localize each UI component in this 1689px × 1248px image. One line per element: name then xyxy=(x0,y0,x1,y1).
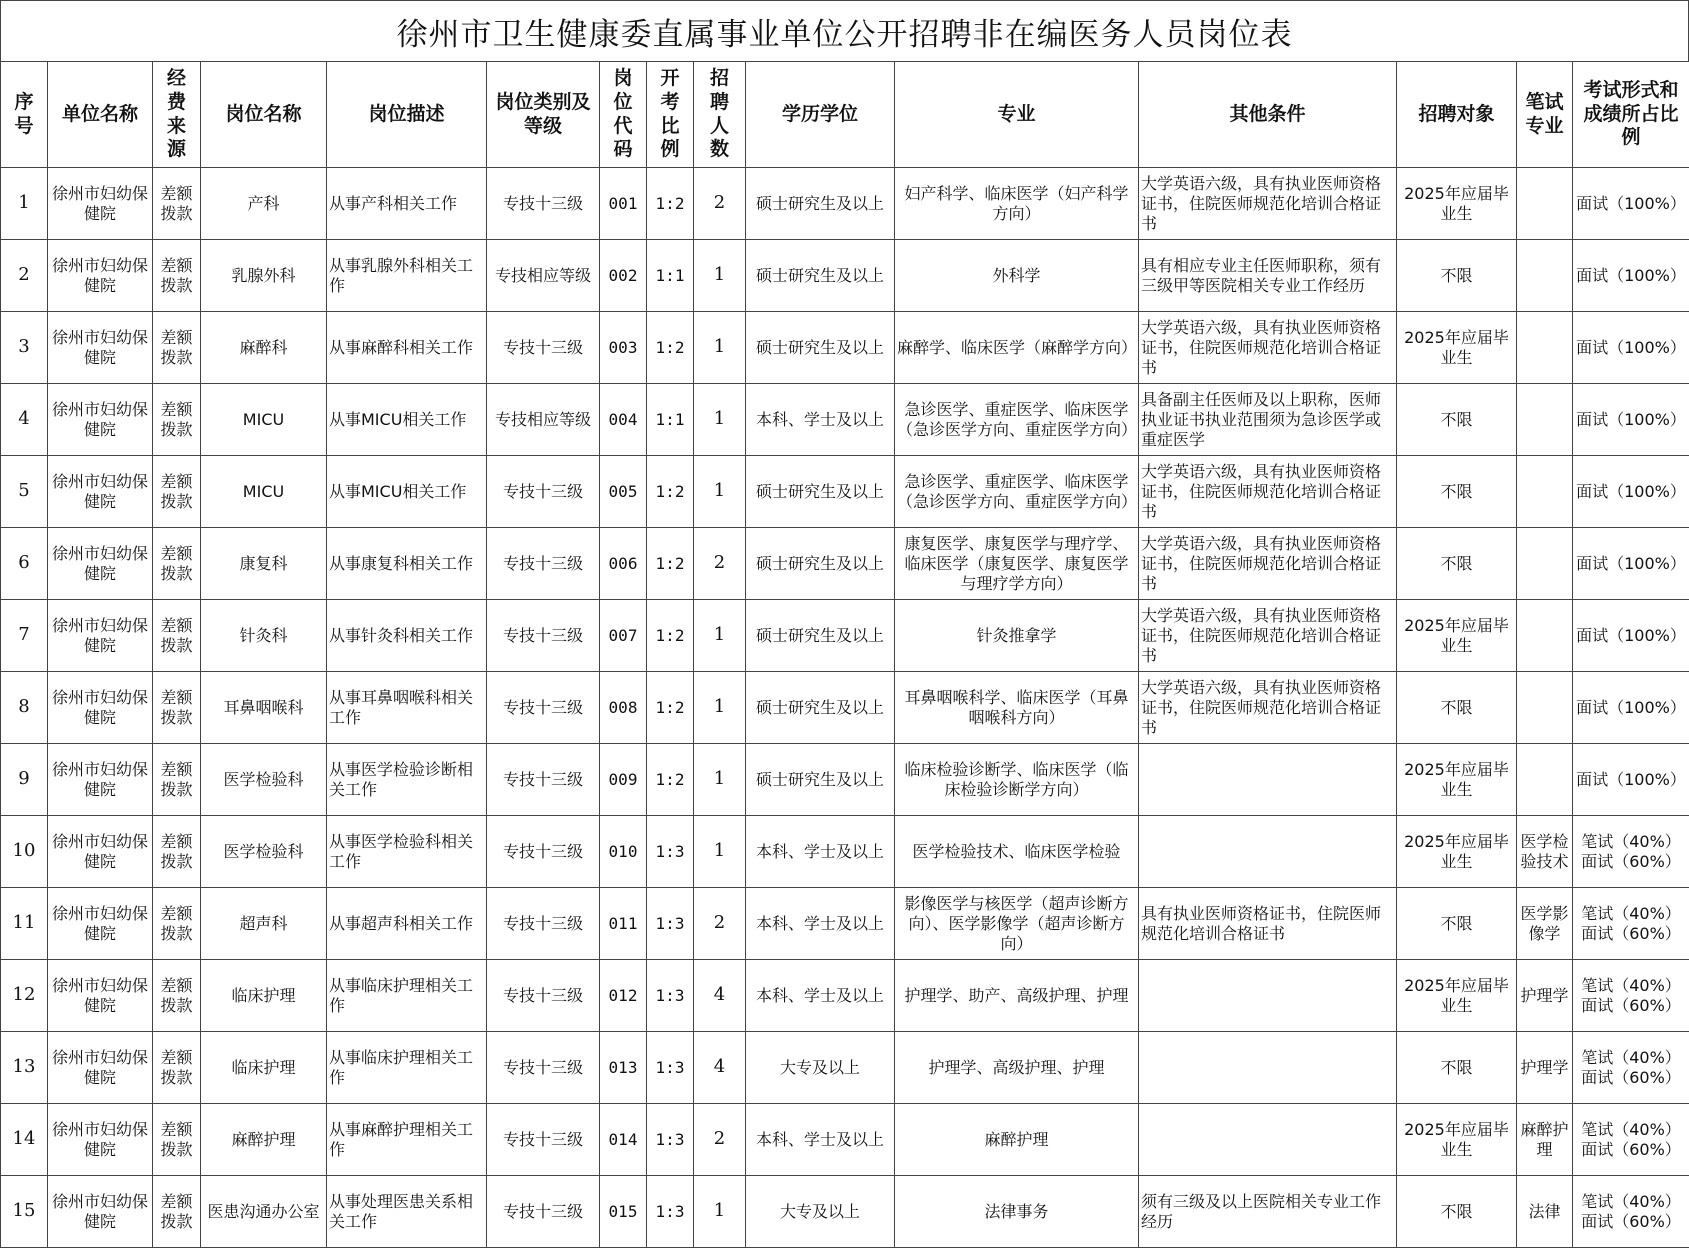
cell-ratio: 1:2 xyxy=(647,456,694,528)
cell-other: 大学英语六级，具有执业医师资格证书，住院医师规范化培训合格证书 xyxy=(1139,672,1397,744)
cell-exam: 面试（100%） xyxy=(1573,384,1689,456)
header-other: 其他条件 xyxy=(1139,62,1397,168)
cell-written-major: 护理学 xyxy=(1517,960,1573,1032)
cell-funding: 差额拨款 xyxy=(153,1104,201,1176)
cell-written-major: 护理学 xyxy=(1517,1032,1573,1104)
cell-major: 影像医学与核医学（超声诊断方向）、医学影像学（超声诊断方向） xyxy=(895,888,1139,960)
cell-post-name: 乳腺外科 xyxy=(201,240,327,312)
cell-post-name: 医学检验科 xyxy=(201,816,327,888)
cell-post-code: 002 xyxy=(600,240,647,312)
cell-unit: 徐州市妇幼保健院 xyxy=(48,744,153,816)
cell-target: 不限 xyxy=(1397,456,1517,528)
header-exam: 考试形式和成绩所占比例 xyxy=(1573,62,1689,168)
cell-education: 硕士研究生及以上 xyxy=(746,168,895,240)
table-row xyxy=(1,168,1689,240)
cell-post-desc: 从事临床护理相关工作 xyxy=(327,1032,487,1104)
cell-post-category: 专技十三级 xyxy=(487,456,600,528)
cell-count: 1 xyxy=(694,744,746,816)
cell-post-name: 产科 xyxy=(201,168,327,240)
cell-count: 1 xyxy=(694,240,746,312)
cell-written-major xyxy=(1517,600,1573,672)
header-post-code: 岗位代码 xyxy=(600,62,647,168)
table-row xyxy=(1,888,1689,960)
cell-target: 2025年应届毕业生 xyxy=(1397,1104,1517,1176)
cell-post-category: 专技十三级 xyxy=(487,672,600,744)
cell-seq: 6 xyxy=(1,528,48,600)
header-seq: 序号 xyxy=(1,62,48,168)
cell-unit: 徐州市妇幼保健院 xyxy=(48,960,153,1032)
table-row xyxy=(1,672,1689,744)
cell-ratio: 1:2 xyxy=(647,528,694,600)
cell-exam: 面试（100%） xyxy=(1573,744,1689,816)
cell-major: 麻醉护理 xyxy=(895,1104,1139,1176)
cell-other: 须有三级及以上医院相关专业工作经历 xyxy=(1139,1176,1397,1248)
cell-count: 2 xyxy=(694,528,746,600)
cell-post-desc: 从事产科相关工作 xyxy=(327,168,487,240)
cell-ratio: 1:3 xyxy=(647,1176,694,1248)
cell-major: 外科学 xyxy=(895,240,1139,312)
cell-unit: 徐州市妇幼保健院 xyxy=(48,1032,153,1104)
cell-other xyxy=(1139,1104,1397,1176)
cell-post-code: 011 xyxy=(600,888,647,960)
cell-other: 具备副主任医师及以上职称，医师执业证书执业范围须为急诊医学或重症医学 xyxy=(1139,384,1397,456)
cell-major: 急诊医学、重症医学、临床医学（急诊医学方向、重症医学方向） xyxy=(895,456,1139,528)
cell-post-code: 001 xyxy=(600,168,647,240)
cell-funding: 差额拨款 xyxy=(153,600,201,672)
cell-ratio: 1:2 xyxy=(647,600,694,672)
cell-unit: 徐州市妇幼保健院 xyxy=(48,1176,153,1248)
cell-count: 1 xyxy=(694,816,746,888)
cell-post-desc: 从事临床护理相关工作 xyxy=(327,960,487,1032)
cell-major: 医学检验技术、临床医学检验 xyxy=(895,816,1139,888)
table-row xyxy=(1,600,1689,672)
cell-other xyxy=(1139,816,1397,888)
cell-written-major: 法律 xyxy=(1517,1176,1573,1248)
cell-major: 妇产科学、临床医学（妇产科学方向） xyxy=(895,168,1139,240)
cell-ratio: 1:2 xyxy=(647,744,694,816)
cell-written-major xyxy=(1517,672,1573,744)
cell-seq: 4 xyxy=(1,384,48,456)
table-row xyxy=(1,240,1689,312)
cell-other xyxy=(1139,1032,1397,1104)
cell-post-code: 007 xyxy=(600,600,647,672)
header-post-name: 岗位名称 xyxy=(201,62,327,168)
header-target: 招聘对象 xyxy=(1397,62,1517,168)
cell-unit: 徐州市妇幼保健院 xyxy=(48,456,153,528)
cell-unit: 徐州市妇幼保健院 xyxy=(48,384,153,456)
cell-post-code: 013 xyxy=(600,1032,647,1104)
cell-post-desc: 从事麻醉护理相关工作 xyxy=(327,1104,487,1176)
cell-post-category: 专技十三级 xyxy=(487,312,600,384)
cell-funding: 差额拨款 xyxy=(153,888,201,960)
cell-post-code: 014 xyxy=(600,1104,647,1176)
header-unit: 单位名称 xyxy=(48,62,153,168)
table-row xyxy=(1,456,1689,528)
table-header-row xyxy=(1,62,1689,168)
cell-major: 针灸推拿学 xyxy=(895,600,1139,672)
cell-target: 不限 xyxy=(1397,888,1517,960)
cell-post-code: 005 xyxy=(600,456,647,528)
cell-exam: 面试（100%） xyxy=(1573,600,1689,672)
cell-exam: 面试（100%） xyxy=(1573,312,1689,384)
cell-exam: 面试（100%） xyxy=(1573,528,1689,600)
cell-other: 大学英语六级，具有执业医师资格证书，住院医师规范化培训合格证书 xyxy=(1139,168,1397,240)
cell-major: 法律事务 xyxy=(895,1176,1139,1248)
cell-post-desc: 从事医学检验科相关工作 xyxy=(327,816,487,888)
cell-post-name: MICU xyxy=(201,456,327,528)
cell-post-desc: 从事康复科相关工作 xyxy=(327,528,487,600)
cell-seq: 11 xyxy=(1,888,48,960)
cell-major: 护理学、高级护理、护理 xyxy=(895,1032,1139,1104)
cell-exam: 笔试（40%）面试（60%） xyxy=(1573,960,1689,1032)
cell-count: 2 xyxy=(694,1104,746,1176)
cell-target: 2025年应届毕业生 xyxy=(1397,312,1517,384)
cell-funding: 差额拨款 xyxy=(153,528,201,600)
cell-post-desc: 从事超声科相关工作 xyxy=(327,888,487,960)
cell-ratio: 1:3 xyxy=(647,1032,694,1104)
cell-count: 2 xyxy=(694,888,746,960)
cell-post-desc: 从事医学检验诊断相关工作 xyxy=(327,744,487,816)
cell-target: 2025年应届毕业生 xyxy=(1397,600,1517,672)
cell-seq: 1 xyxy=(1,168,48,240)
cell-ratio: 1:3 xyxy=(647,888,694,960)
cell-education: 硕士研究生及以上 xyxy=(746,240,895,312)
cell-other: 大学英语六级，具有执业医师资格证书，住院医师规范化培训合格证书 xyxy=(1139,456,1397,528)
cell-post-category: 专技十三级 xyxy=(487,1176,600,1248)
cell-written-major xyxy=(1517,240,1573,312)
cell-post-name: 麻醉科 xyxy=(201,312,327,384)
cell-major: 临床检验诊断学、临床医学（临床检验诊断学方向） xyxy=(895,744,1139,816)
cell-other xyxy=(1139,960,1397,1032)
cell-exam: 笔试（40%）面试（60%） xyxy=(1573,888,1689,960)
cell-funding: 差额拨款 xyxy=(153,744,201,816)
cell-exam: 笔试（40%）面试（60%） xyxy=(1573,816,1689,888)
cell-exam: 面试（100%） xyxy=(1573,456,1689,528)
cell-unit: 徐州市妇幼保健院 xyxy=(48,600,153,672)
cell-unit: 徐州市妇幼保健院 xyxy=(48,240,153,312)
cell-post-name: MICU xyxy=(201,384,327,456)
job-positions-table xyxy=(0,61,1689,1248)
cell-funding: 差额拨款 xyxy=(153,816,201,888)
cell-major: 康复医学、康复医学与理疗学、临床医学（康复医学、康复医学与理疗学方向） xyxy=(895,528,1139,600)
cell-post-category: 专技十三级 xyxy=(487,528,600,600)
cell-count: 1 xyxy=(694,1176,746,1248)
cell-unit: 徐州市妇幼保健院 xyxy=(48,1104,153,1176)
cell-post-name: 医患沟通办公室 xyxy=(201,1176,327,1248)
header-post-category: 岗位类别及等级 xyxy=(487,62,600,168)
cell-post-category: 专技十三级 xyxy=(487,960,600,1032)
cell-education: 硕士研究生及以上 xyxy=(746,744,895,816)
cell-post-desc: 从事针灸科相关工作 xyxy=(327,600,487,672)
cell-seq: 2 xyxy=(1,240,48,312)
cell-post-category: 专技十三级 xyxy=(487,888,600,960)
cell-funding: 差额拨款 xyxy=(153,672,201,744)
cell-post-name: 麻醉护理 xyxy=(201,1104,327,1176)
cell-other: 具有相应专业主任医师职称，须有三级甲等医院相关专业工作经历 xyxy=(1139,240,1397,312)
cell-count: 4 xyxy=(694,1032,746,1104)
cell-funding: 差额拨款 xyxy=(153,168,201,240)
cell-unit: 徐州市妇幼保健院 xyxy=(48,528,153,600)
cell-ratio: 1:3 xyxy=(647,816,694,888)
cell-post-code: 009 xyxy=(600,744,647,816)
cell-post-desc: 从事耳鼻咽喉科相关工作 xyxy=(327,672,487,744)
cell-target: 不限 xyxy=(1397,1032,1517,1104)
cell-seq: 10 xyxy=(1,816,48,888)
cell-unit: 徐州市妇幼保健院 xyxy=(48,168,153,240)
cell-seq: 13 xyxy=(1,1032,48,1104)
table-row xyxy=(1,816,1689,888)
cell-count: 2 xyxy=(694,168,746,240)
cell-post-code: 006 xyxy=(600,528,647,600)
cell-major: 护理学、助产、高级护理、护理 xyxy=(895,960,1139,1032)
cell-post-category: 专技十三级 xyxy=(487,1032,600,1104)
cell-education: 硕士研究生及以上 xyxy=(746,312,895,384)
table-body xyxy=(1,168,1689,1248)
cell-seq: 3 xyxy=(1,312,48,384)
cell-target: 不限 xyxy=(1397,384,1517,456)
cell-unit: 徐州市妇幼保健院 xyxy=(48,888,153,960)
header-ratio: 开考比例 xyxy=(647,62,694,168)
cell-ratio: 1:2 xyxy=(647,168,694,240)
cell-post-category: 专技十三级 xyxy=(487,600,600,672)
cell-post-name: 临床护理 xyxy=(201,1032,327,1104)
cell-post-category: 专技相应等级 xyxy=(487,384,600,456)
cell-exam: 笔试（40%）面试（60%） xyxy=(1573,1176,1689,1248)
cell-unit: 徐州市妇幼保健院 xyxy=(48,672,153,744)
cell-education: 硕士研究生及以上 xyxy=(746,672,895,744)
cell-ratio: 1:3 xyxy=(647,960,694,1032)
cell-post-code: 004 xyxy=(600,384,647,456)
cell-post-category: 专技相应等级 xyxy=(487,240,600,312)
cell-target: 不限 xyxy=(1397,528,1517,600)
table-row xyxy=(1,1032,1689,1104)
cell-seq: 12 xyxy=(1,960,48,1032)
cell-post-name: 超声科 xyxy=(201,888,327,960)
cell-education: 本科、学士及以上 xyxy=(746,888,895,960)
cell-other: 大学英语六级，具有执业医师资格证书，住院医师规范化培训合格证书 xyxy=(1139,528,1397,600)
cell-post-name: 临床护理 xyxy=(201,960,327,1032)
cell-ratio: 1:1 xyxy=(647,240,694,312)
cell-education: 本科、学士及以上 xyxy=(746,960,895,1032)
cell-post-category: 专技十三级 xyxy=(487,1104,600,1176)
cell-education: 硕士研究生及以上 xyxy=(746,528,895,600)
table-row xyxy=(1,1104,1689,1176)
cell-seq: 9 xyxy=(1,744,48,816)
table-row xyxy=(1,528,1689,600)
cell-post-category: 专技十三级 xyxy=(487,816,600,888)
cell-unit: 徐州市妇幼保健院 xyxy=(48,312,153,384)
cell-post-code: 010 xyxy=(600,816,647,888)
cell-post-name: 康复科 xyxy=(201,528,327,600)
cell-seq: 7 xyxy=(1,600,48,672)
cell-post-desc: 从事处理医患关系相关工作 xyxy=(327,1176,487,1248)
cell-post-category: 专技十三级 xyxy=(487,168,600,240)
cell-count: 1 xyxy=(694,312,746,384)
table-row xyxy=(1,384,1689,456)
header-major: 专业 xyxy=(895,62,1139,168)
cell-funding: 差额拨款 xyxy=(153,1032,201,1104)
cell-ratio: 1:1 xyxy=(647,384,694,456)
table-row xyxy=(1,744,1689,816)
cell-target: 2025年应届毕业生 xyxy=(1397,744,1517,816)
cell-exam: 面试（100%） xyxy=(1573,168,1689,240)
cell-written-major: 麻醉护理 xyxy=(1517,1104,1573,1176)
cell-exam: 面试（100%） xyxy=(1573,672,1689,744)
cell-post-code: 003 xyxy=(600,312,647,384)
cell-education: 大专及以上 xyxy=(746,1032,895,1104)
cell-written-major xyxy=(1517,456,1573,528)
cell-written-major xyxy=(1517,384,1573,456)
cell-funding: 差额拨款 xyxy=(153,312,201,384)
page-title: 徐州市卫生健康委直属事业单位公开招聘非在编医务人员岗位表 xyxy=(0,0,1689,62)
cell-funding: 差额拨款 xyxy=(153,456,201,528)
cell-other xyxy=(1139,744,1397,816)
cell-post-desc: 从事麻醉科相关工作 xyxy=(327,312,487,384)
cell-post-desc: 从事MICU相关工作 xyxy=(327,456,487,528)
cell-funding: 差额拨款 xyxy=(153,1176,201,1248)
cell-funding: 差额拨款 xyxy=(153,384,201,456)
cell-target: 2025年应届毕业生 xyxy=(1397,960,1517,1032)
cell-funding: 差额拨款 xyxy=(153,960,201,1032)
cell-written-major xyxy=(1517,312,1573,384)
cell-post-code: 012 xyxy=(600,960,647,1032)
cell-seq: 5 xyxy=(1,456,48,528)
cell-unit: 徐州市妇幼保健院 xyxy=(48,816,153,888)
cell-education: 硕士研究生及以上 xyxy=(746,600,895,672)
cell-major: 耳鼻咽喉科学、临床医学（耳鼻咽喉科方向） xyxy=(895,672,1139,744)
cell-education: 本科、学士及以上 xyxy=(746,1104,895,1176)
cell-other: 具有执业医师资格证书，住院医师规范化培训合格证书 xyxy=(1139,888,1397,960)
cell-post-name: 针灸科 xyxy=(201,600,327,672)
cell-count: 4 xyxy=(694,960,746,1032)
cell-ratio: 1:3 xyxy=(647,1104,694,1176)
cell-written-major xyxy=(1517,744,1573,816)
cell-other: 大学英语六级，具有执业医师资格证书，住院医师规范化培训合格证书 xyxy=(1139,312,1397,384)
table-row xyxy=(1,312,1689,384)
cell-post-code: 008 xyxy=(600,672,647,744)
cell-exam: 笔试（40%）面试（60%） xyxy=(1573,1104,1689,1176)
cell-exam: 面试（100%） xyxy=(1573,240,1689,312)
cell-post-category: 专技十三级 xyxy=(487,744,600,816)
cell-written-major xyxy=(1517,168,1573,240)
cell-post-name: 医学检验科 xyxy=(201,744,327,816)
cell-education: 本科、学士及以上 xyxy=(746,816,895,888)
cell-post-desc: 从事MICU相关工作 xyxy=(327,384,487,456)
header-post-desc: 岗位描述 xyxy=(327,62,487,168)
header-written-major: 笔试专业 xyxy=(1517,62,1573,168)
header-count: 招聘人数 xyxy=(694,62,746,168)
cell-count: 1 xyxy=(694,384,746,456)
cell-count: 1 xyxy=(694,672,746,744)
cell-major: 急诊医学、重症医学、临床医学（急诊医学方向、重症医学方向） xyxy=(895,384,1139,456)
cell-post-desc: 从事乳腺外科相关工作 xyxy=(327,240,487,312)
cell-written-major: 医学影像学 xyxy=(1517,888,1573,960)
cell-target: 不限 xyxy=(1397,1176,1517,1248)
table-row xyxy=(1,1176,1689,1248)
cell-seq: 15 xyxy=(1,1176,48,1248)
cell-seq: 8 xyxy=(1,672,48,744)
cell-target: 不限 xyxy=(1397,240,1517,312)
cell-ratio: 1:2 xyxy=(647,672,694,744)
header-funding: 经费来源 xyxy=(153,62,201,168)
cell-funding: 差额拨款 xyxy=(153,240,201,312)
cell-post-code: 015 xyxy=(600,1176,647,1248)
cell-target: 不限 xyxy=(1397,672,1517,744)
cell-other: 大学英语六级，具有执业医师资格证书，住院医师规范化培训合格证书 xyxy=(1139,600,1397,672)
cell-post-name: 耳鼻咽喉科 xyxy=(201,672,327,744)
cell-seq: 14 xyxy=(1,1104,48,1176)
cell-education: 大专及以上 xyxy=(746,1176,895,1248)
cell-written-major: 医学检验技术 xyxy=(1517,816,1573,888)
cell-education: 本科、学士及以上 xyxy=(746,384,895,456)
table-row xyxy=(1,960,1689,1032)
cell-written-major xyxy=(1517,528,1573,600)
cell-exam: 笔试（40%）面试（60%） xyxy=(1573,1032,1689,1104)
header-education: 学历学位 xyxy=(746,62,895,168)
cell-major: 麻醉学、临床医学（麻醉学方向） xyxy=(895,312,1139,384)
cell-count: 1 xyxy=(694,456,746,528)
cell-education: 硕士研究生及以上 xyxy=(746,456,895,528)
cell-target: 2025年应届毕业生 xyxy=(1397,168,1517,240)
cell-count: 1 xyxy=(694,600,746,672)
cell-ratio: 1:2 xyxy=(647,312,694,384)
cell-target: 2025年应届毕业生 xyxy=(1397,816,1517,888)
